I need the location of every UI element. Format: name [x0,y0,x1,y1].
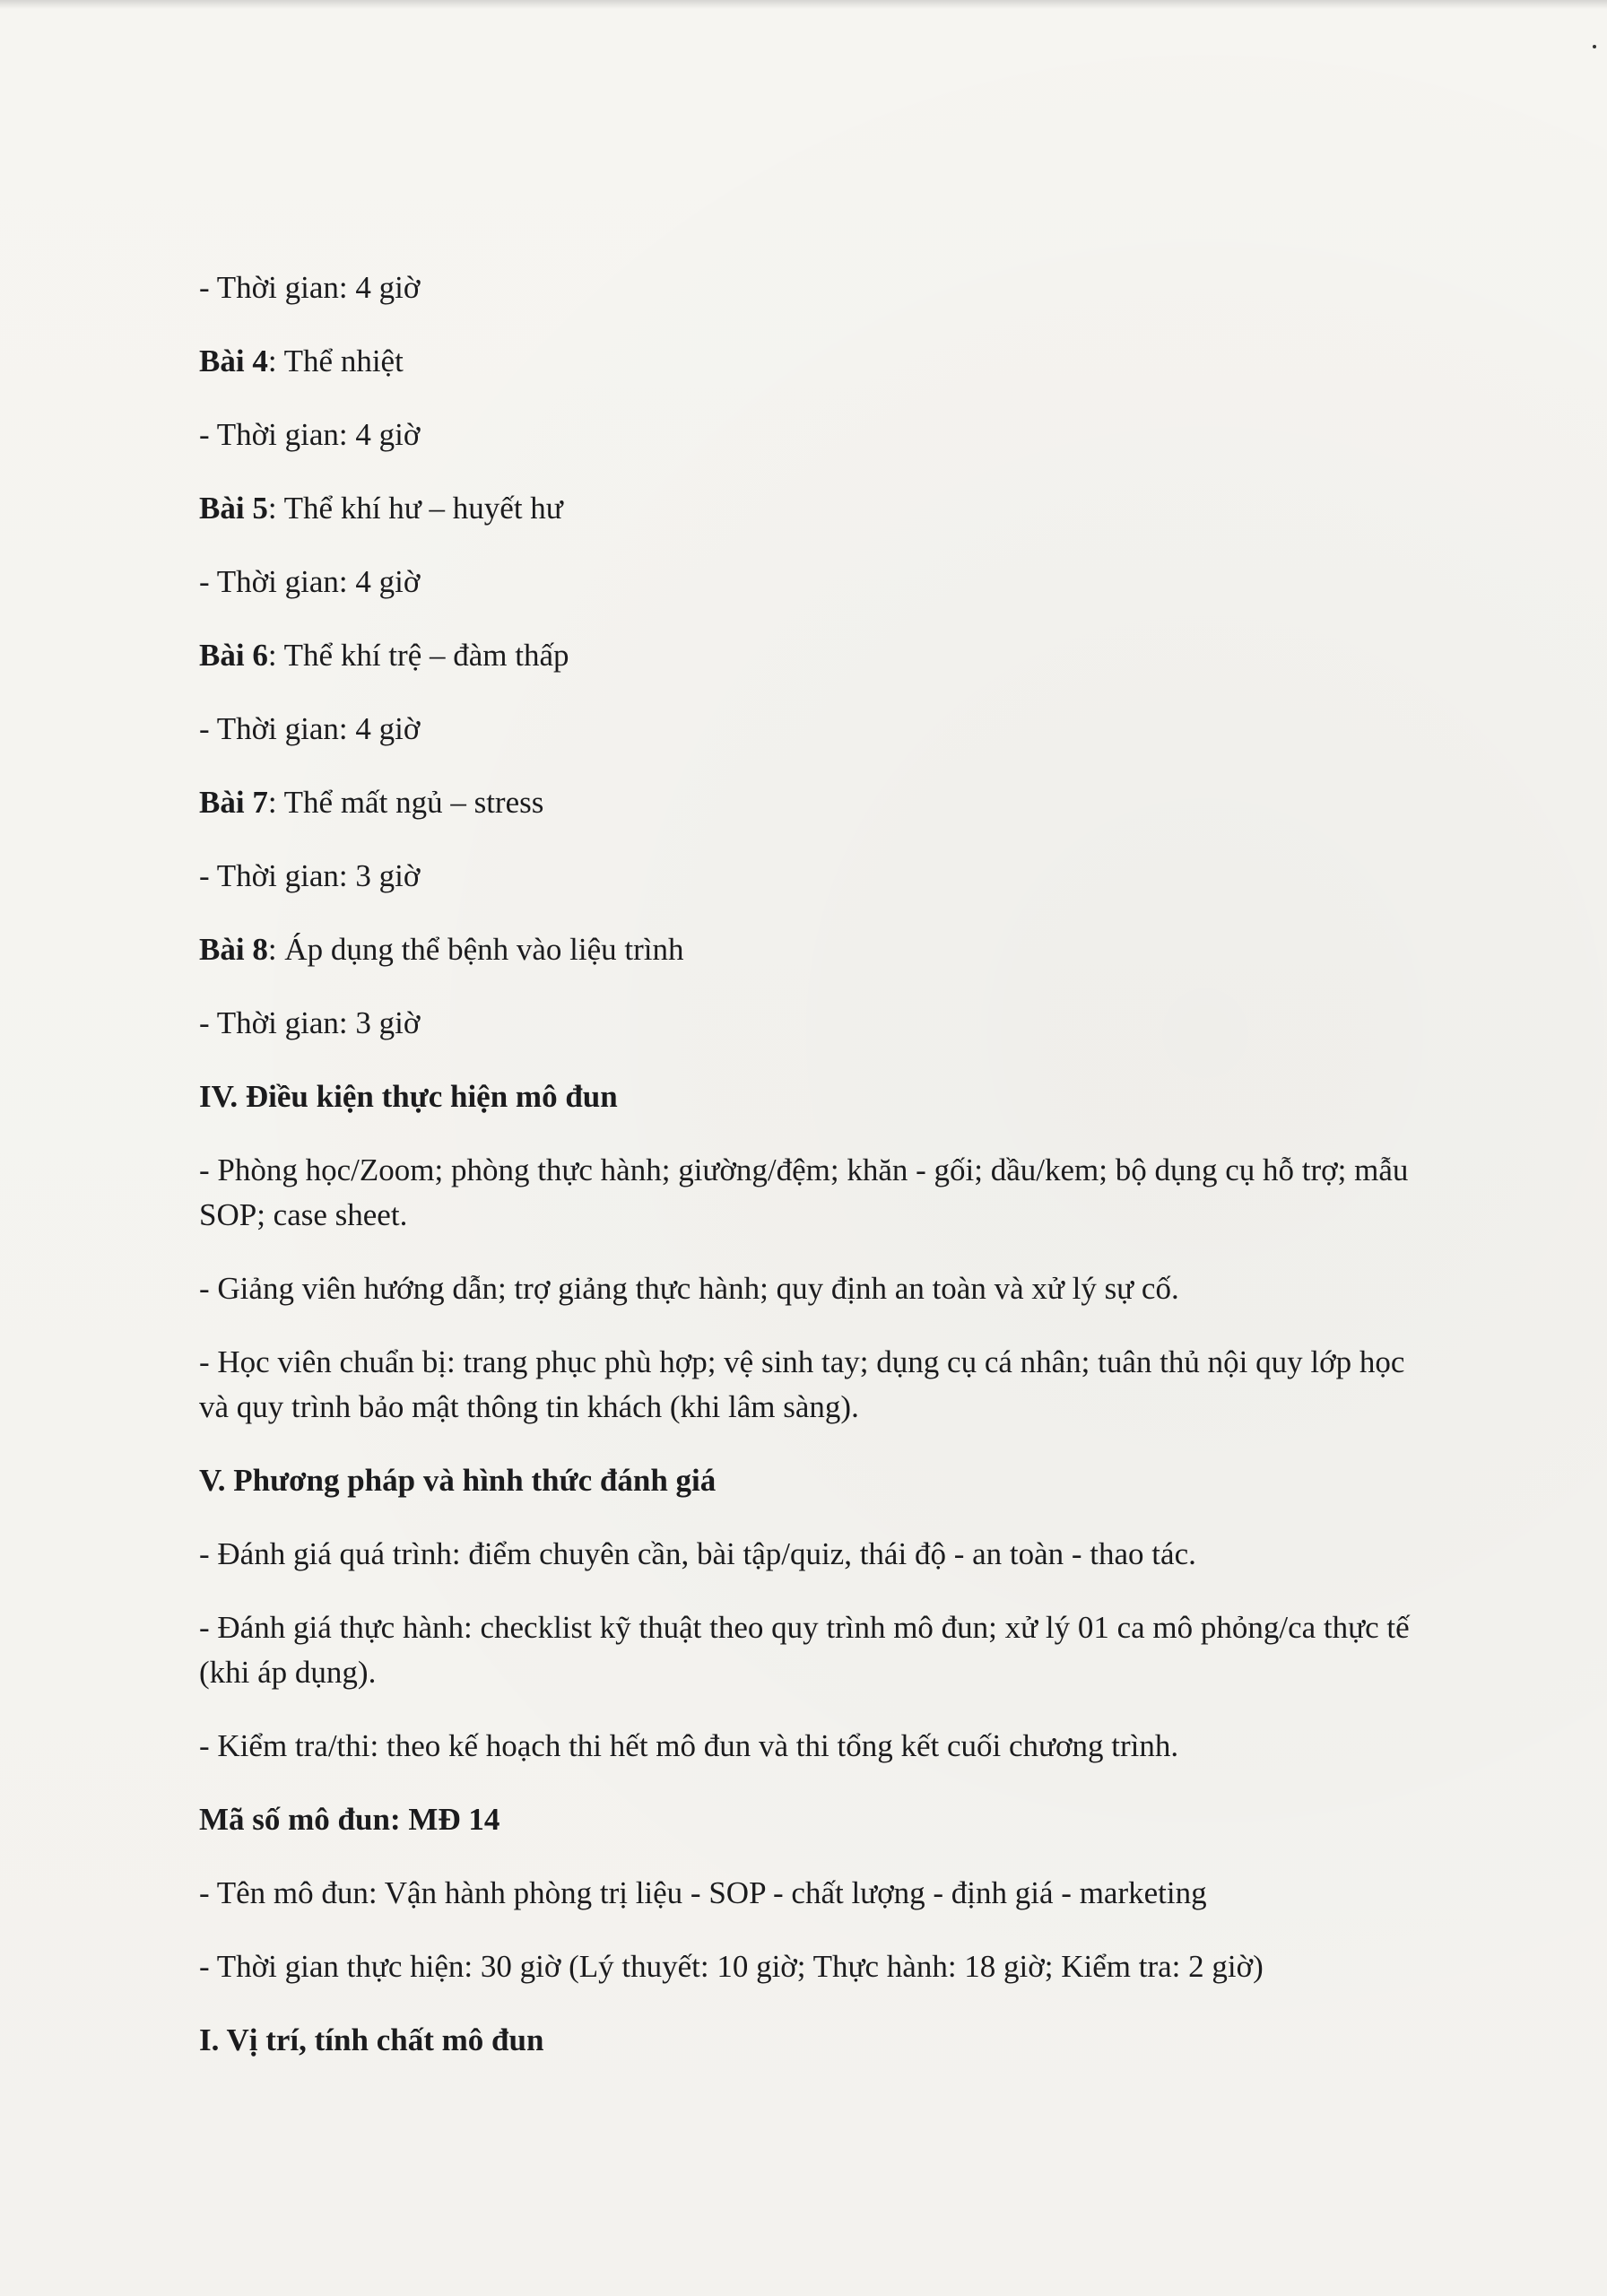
lesson-label: Bài 8 [199,932,268,967]
lesson-name: : Thể khí hư – huyết hư [267,491,563,526]
duration-line: - Thời gian: 4 giờ [199,417,421,452]
conditions-instructors: - Giảng viên hướng dẫn; trợ giảng thực hành; quy định an toàn và xử lý sự cố. [199,1271,1179,1306]
page-top-edge [0,0,1607,9]
lesson-name: : Thể nhiệt [267,344,404,378]
lesson-title [199,633,1455,678]
lesson-title [199,486,1455,531]
lesson-label: Bài 7 [199,785,268,820]
module-duration-line: - Thời gian thực hiện: 30 giờ (Lý thuyết: 10 giờ; Thực hành: 18 giờ; Kiểm tra: 2 giờ) [199,1949,1264,1984]
lesson-title [199,780,1455,825]
module-code-heading: Mã số mô đun: MĐ 14 [199,1802,500,1837]
scan-speck [1593,45,1596,48]
duration-line: - Thời gian: 3 giờ [199,1005,421,1040]
duration-line: - Thời gian: 3 giờ [199,858,421,893]
lesson-label: Bài 4 [199,344,268,378]
duration-line: - Thời gian: 4 giờ [199,564,421,599]
section-heading-position: I. Vị trí, tính chất mô đun [199,2022,544,2057]
module-name-line: - Tên mô đun: Vận hành phòng trị liệu - SOP - chất lượng - định giá - marketing [199,1875,1207,1910]
lesson-name: : Thể khí trệ – đàm thấp [267,638,569,673]
lesson-label: Bài 5 [199,491,268,526]
lesson-title [199,927,1455,972]
document-body [199,265,1455,2063]
assessment-process: - Đánh giá quá trình: điểm chuyên cần, bài tập/quiz, thái độ - an toàn - thao tác. [199,1536,1196,1571]
conditions-learners: - Học viên chuẩn bị: trang phục phù hợp; vệ sinh tay; dụng cụ cá nhân; tuân thủ nội quy lớp học và quy trình bảo mật thông tin khách (khi lâm sàng). [199,1344,1405,1424]
lesson-name: : Áp dụng thể bệnh vào liệu trình [267,932,684,967]
assessment-practice: - Đánh giá thực hành: checklist kỹ thuật theo quy trình mô đun; xử lý 01 ca mô phỏng/ca thực tế (khi áp dụng). [199,1610,1410,1690]
lesson-label: Bài 6 [199,638,268,673]
lesson-title [199,339,1455,384]
section-heading-assessment: V. Phương pháp và hình thức đánh giá [199,1463,717,1498]
assessment-exam: - Kiểm tra/thi: theo kế hoạch thi hết mô đun và thi tổng kết cuối chương trình. [199,1728,1179,1763]
duration-line: - Thời gian: 4 giờ [199,270,421,305]
duration-line: - Thời gian: 4 giờ [199,711,421,746]
conditions-facilities: - Phòng học/Zoom; phòng thực hành; giường/đệm; khăn - gối; dầu/kem; bộ dụng cụ hỗ trợ; mẫu SOP; case sheet. [199,1152,1409,1232]
lesson-name: : Thể mất ngủ – stress [267,785,544,820]
section-heading-conditions: IV. Điều kiện thực hiện mô đun [199,1079,618,1114]
